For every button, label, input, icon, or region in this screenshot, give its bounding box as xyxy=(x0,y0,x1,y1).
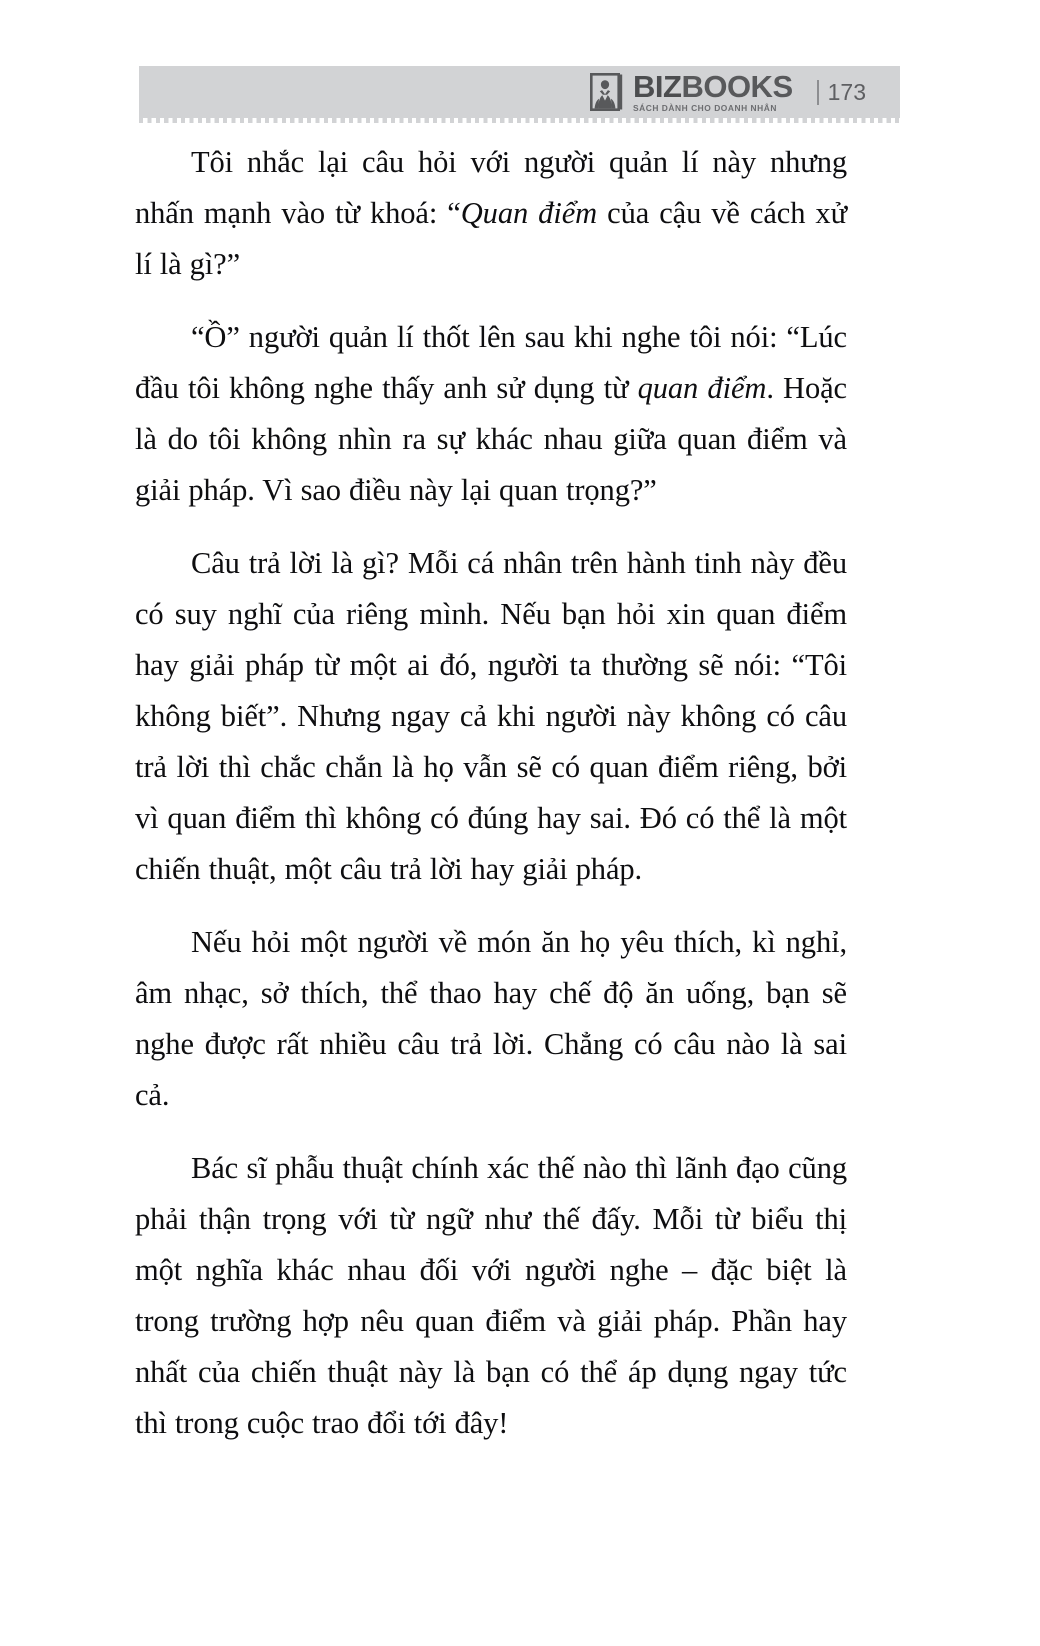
book-businessman-logo-icon xyxy=(590,73,624,111)
page-folio xyxy=(817,79,866,106)
page-number: 173 xyxy=(827,78,866,105)
emphasis-text: Quan điểm xyxy=(460,196,598,230)
emphasis-text: quan điểm xyxy=(637,371,767,405)
bizbooks-logo xyxy=(590,71,793,112)
brand-name-biz: BIZ xyxy=(633,69,682,105)
paragraph: Nếu hỏi một người về món ăn họ yêu thích, kì nghỉ, âm nhạc, sở thích, thể thao hay chế độ ăn uống, bạn sẽ nghe được rất nhiều câu trả lời. Chẳng có câu nào là sai cả. xyxy=(135,925,847,1112)
body-text-column xyxy=(135,137,847,1449)
paragraph: “Ồ” người quản lí thốt lên sau khi nghe tôi nói: “Lúc đầu tôi không nghe thấy anh sử dụng từ quan điểm. Hoặc là do tôi không nhìn ra sự khác nhau giữa quan điểm và giải pháp. Vì sao điều này lại quan trọng?” xyxy=(135,320,847,507)
header-sawtooth-edge xyxy=(139,114,900,123)
brand-name xyxy=(633,69,793,105)
brand-tagline: SÁCH DÀNH CHO DOANH NHÂN xyxy=(633,103,777,114)
folio-separator-rule xyxy=(817,80,819,105)
brand-name-books: BOOKS xyxy=(681,69,793,105)
page-header-band xyxy=(139,66,900,118)
paragraph: Bác sĩ phẫu thuật chính xác thế nào thì lãnh đạo cũng phải thận trọng với từ ngữ như thế đấy. Mỗi từ biểu thị một nghĩa khác nhau đối với người nghe – đặc biệt là trong trường hợp nêu quan điểm và giải pháp. Phần hay nhất của chiến thuật này là bạn có thể áp dụng ngay tức thì trong cuộc trao đổi tới đây! xyxy=(135,1151,847,1440)
paragraph: Tôi nhắc lại câu hỏi với người quản lí này nhưng nhấn mạnh vào từ khoá: “Quan điểm của cậu về cách xử lí là gì?” xyxy=(135,145,848,281)
paragraph: Câu trả lời là gì? Mỗi cá nhân trên hành tinh này đều có suy nghĩ của riêng mình. Nếu bạn hỏi xin quan điểm hay giải pháp từ một ai đó, người ta thường sẽ nói: “Tôi không biết”. Nhưng ngay cả khi người này không có câu trả lời thì chắc chắn là họ vẫn sẽ có quan điểm riêng, bởi vì quan điểm thì không có đúng hay sai. Đó có thể là một chiến thuật, một câu trả lời hay giải pháp. xyxy=(135,546,847,886)
brand-wordmark xyxy=(633,71,793,112)
